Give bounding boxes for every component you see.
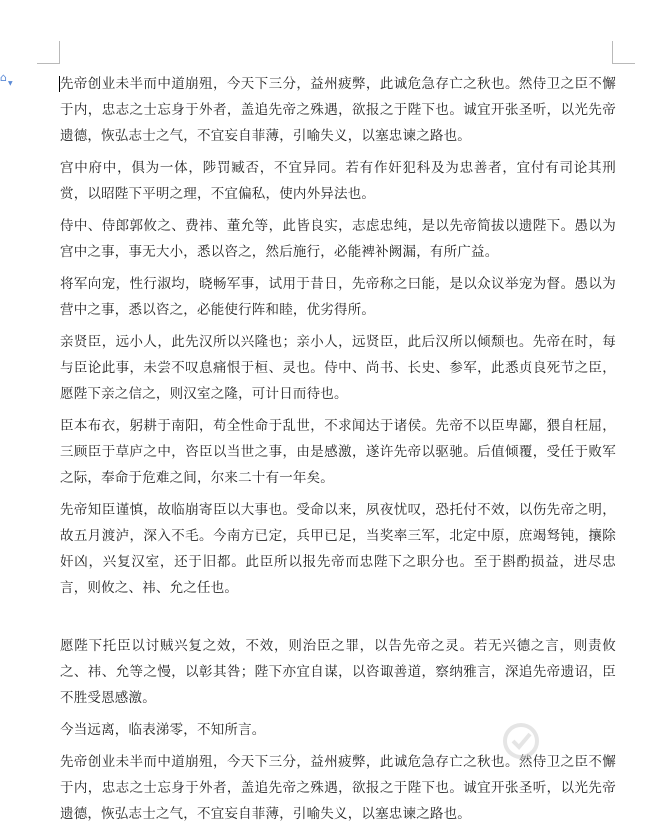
top-left-crop-mark [37,41,60,64]
paragraph: 先帝知臣谨慎，故临崩寄臣以大事也。受命以来，夙夜忧叹，恐托付不效，以伤先帝之明，故五月渡泸，深入不毛。今南方已定，兵甲已足，当奖率三军，北定中原，庶竭驽钝，攘除奸凶，兴复汉室，还于旧都。此臣所以报先帝而忠陛下之职分也。至于斟酌损益，进尽忠言，则攸之、祎、允之任也。 [60,502,616,596]
paragraph: 先帝创业未半而中道崩殂，今天下三分，益州疲弊，此诚危急存亡之秋也。然侍卫之臣不懈于内，忠志之士忘身于外者，盖追先帝之殊遇，欲报之于陛下也。诚宜开张圣听，以光先帝遗德，恢弘志士之气，不宜妄自菲薄，引喻失义，以塞忠谏之路也。 [60,754,616,822]
watermark-logo [499,719,649,763]
paragraph: 侍中、侍郎郭攸之、费祎、董允等，此皆良实，志虑忠纯，是以先帝简拔以遗陛下。愚以为宫中之事，事无大小，悉以咨之，然后施行，必能裨补阙漏，有所广益。 [60,218,616,260]
paragraph: 臣本布衣，躬耕于南阳，苟全性命于乱世，不求闻达于诸侯。先帝不以臣卑鄙，猥自枉屈，三顾臣于草庐之中，咨臣以当世之事，由是感激，遂许先帝以驱驰。后值倾覆，受任于败军之际，奉命于危难之间，尔来二十有一年矣。 [60,418,616,486]
paragraph-layout-icon[interactable]: ⌂ ▼ [0,71,13,87]
paragraph: 今当远离，临表涕零，不知所言。 [60,722,266,738]
document-body[interactable] [60,71,616,827]
top-right-crop-mark [612,41,635,64]
paragraph: 先帝创业未半而中道崩殂，今天下三分，益州疲弊，此诚危急存亡之秋也。然侍卫之臣不懈于内，忠志之士忘身于外者，盖追先帝之殊遇，欲报之于陛下也。诚宜开张圣听，以光先帝遗德，恢弘志士之气，不宜妄自菲薄，引喻失义，以塞忠谏之路也。 [60,76,616,144]
paragraph: 亲贤臣，远小人，此先汉所以兴隆也；亲小人，远贤臣，此后汉所以倾颓也。先帝在时，每与臣论此事，未尝不叹息痛恨于桓、灵也。侍中、尚书、长史、参军，此悉贞良死节之臣，愿陛下亲之信之，则汉室之隆，可计日而待也。 [60,334,616,402]
paragraph: 宫中府中，俱为一体，陟罚臧否，不宜异同。若有作奸犯科及为忠善者，宜付有司论其刑赏，以昭陛下平明之理，不宜偏私，使内外异法也。 [60,160,616,202]
watermark-icon [499,719,543,763]
paragraph: 愿陛下托臣以讨贼兴复之效，不效，则治臣之罪，以告先帝之灵。若无兴德之言，则责攸之、祎、允等之慢，以彰其咎；陛下亦宜自谋，以咨诹善道，察纳雅言，深追先帝遗诏，臣不胜受恩感激。 [60,638,616,706]
paragraph: 将军向宠，性行淑均，晓畅军事，试用于昔日，先帝称之曰能，是以众议举宠为督。愚以为营中之事，悉以咨之，必能使行阵和睦，优劣得所。 [60,276,616,318]
